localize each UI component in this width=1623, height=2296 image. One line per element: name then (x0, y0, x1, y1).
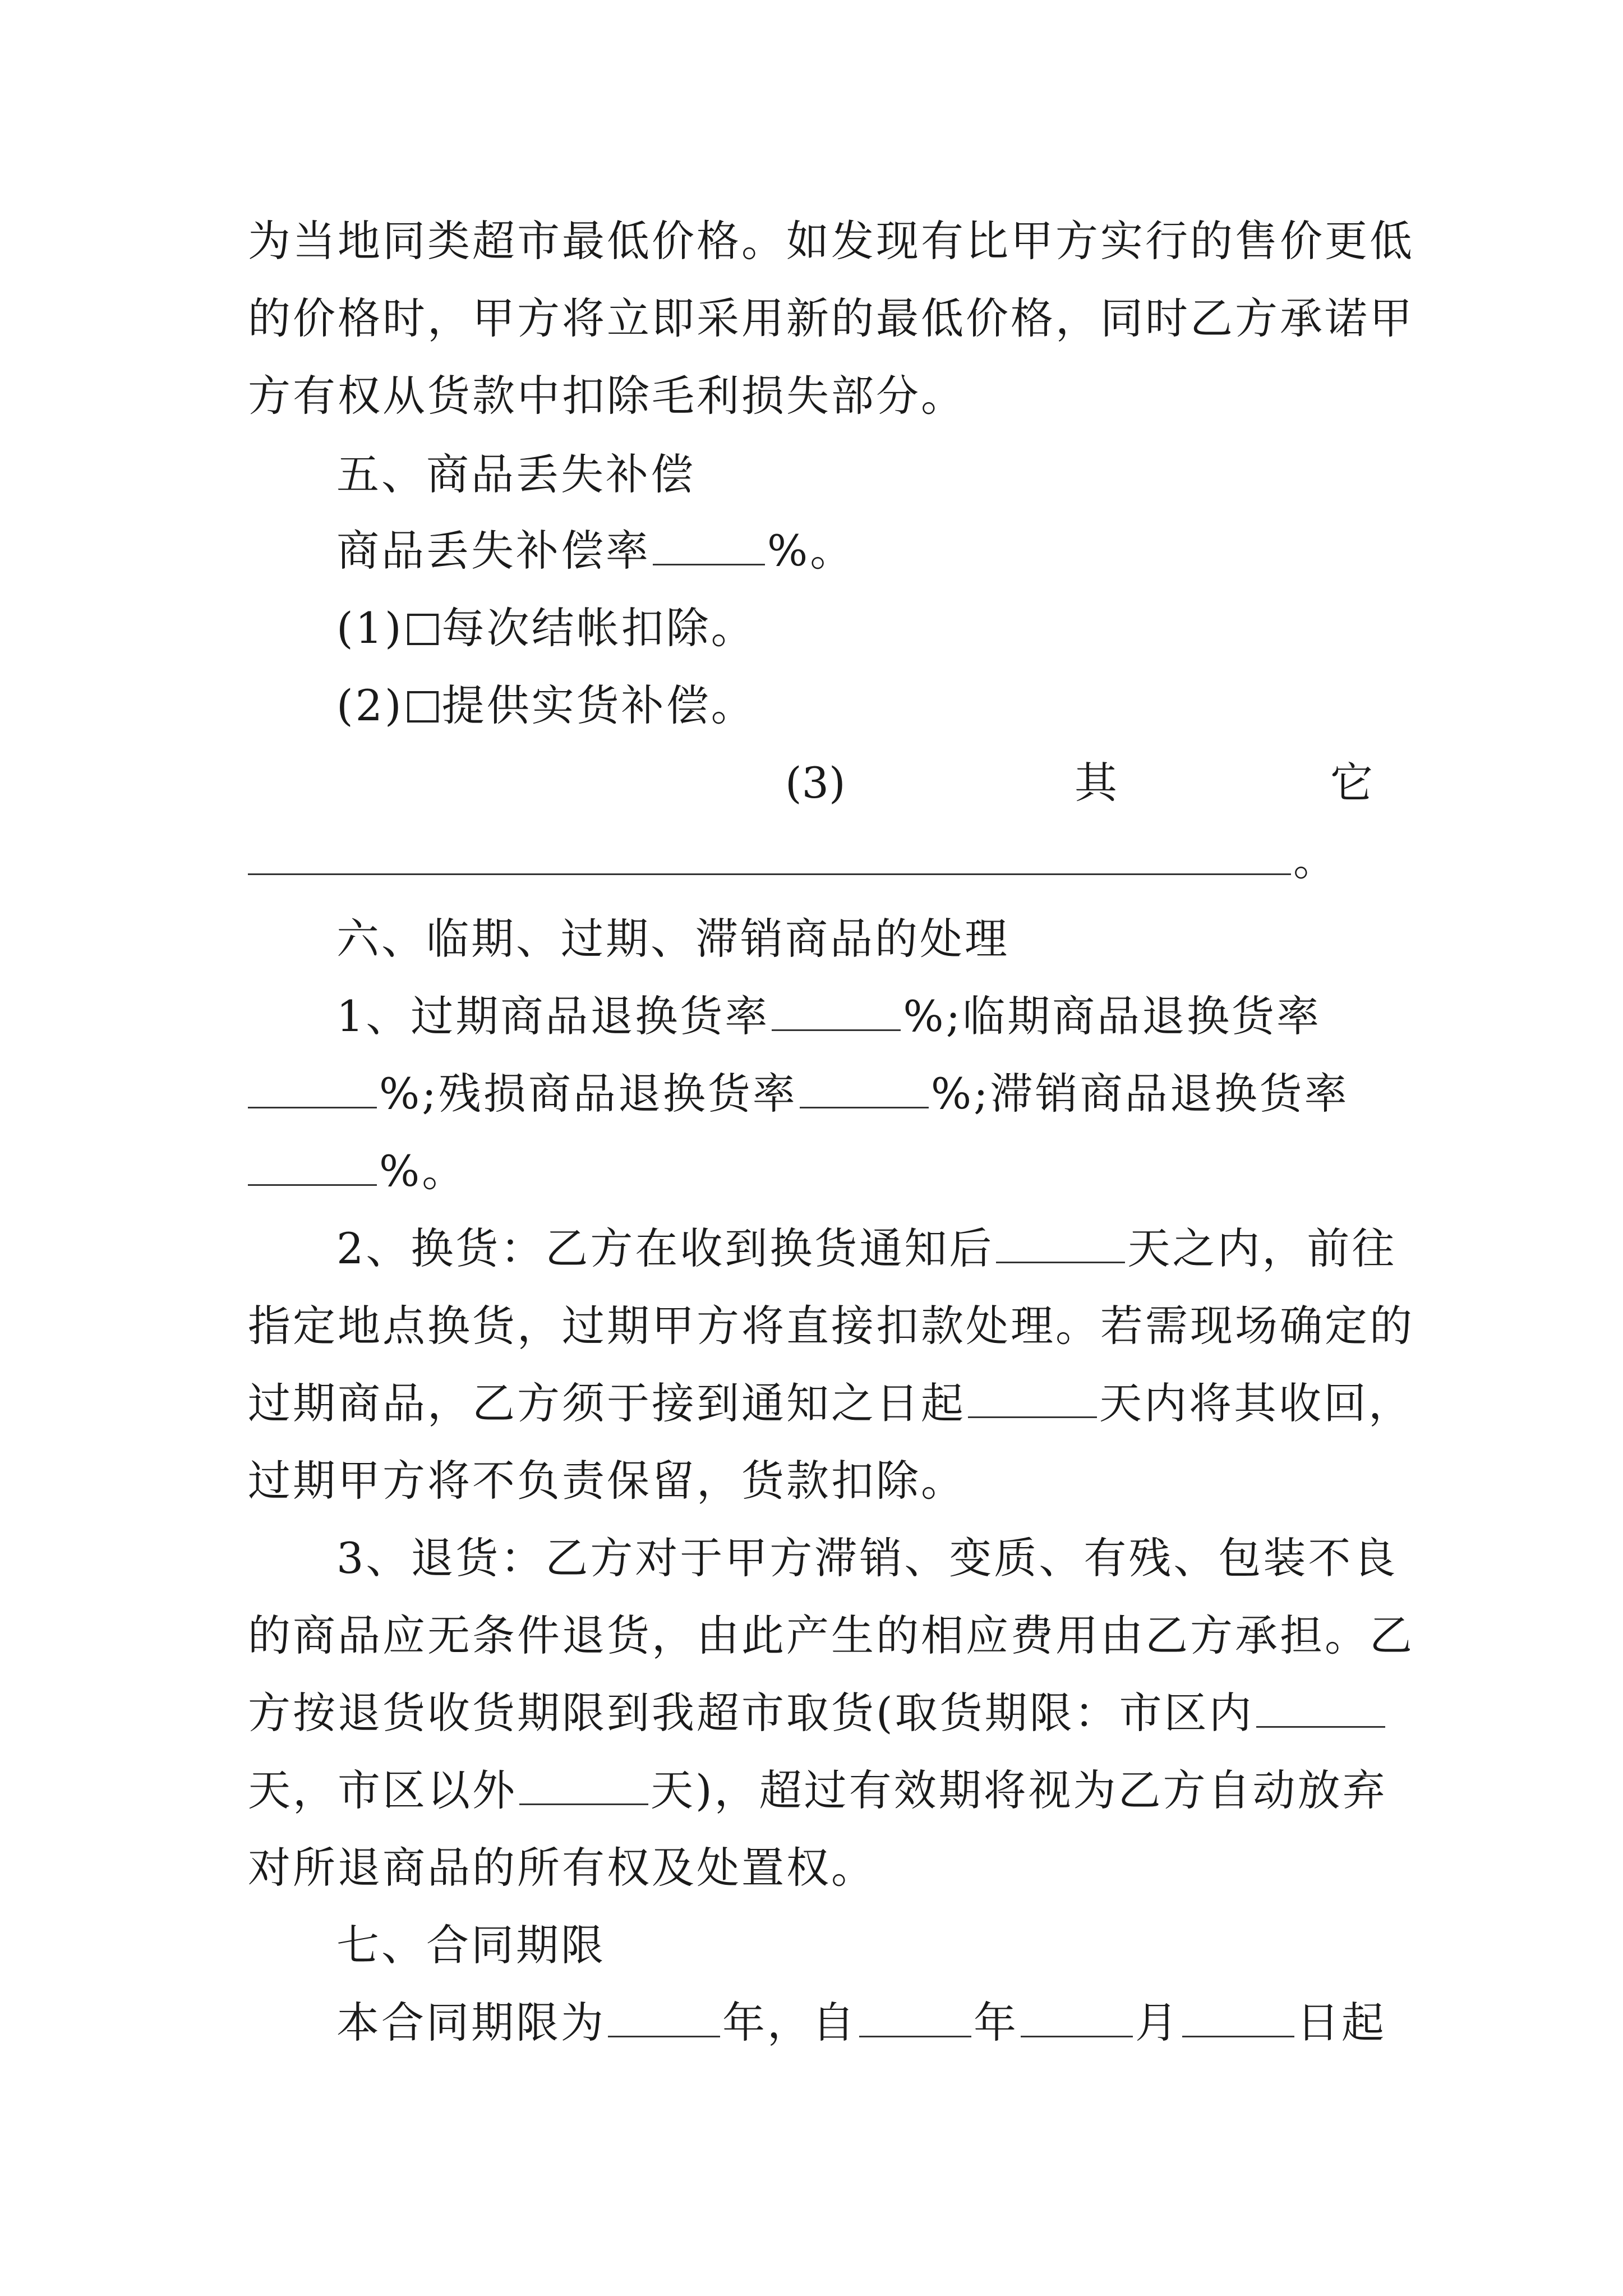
text-segment: 本合同期限为 (336, 1998, 606, 2047)
blank-field[interactable] (800, 1070, 929, 1108)
text-segment: %;残损商品退换货率 (379, 1069, 797, 1119)
paragraph-line (248, 1763, 1387, 1819)
paragraph-line (248, 1685, 1381, 1741)
rate-line (336, 523, 1381, 579)
option-text: 每次结帐扣除。 (441, 603, 756, 653)
section-heading: 七、合同期限 (336, 1920, 606, 1970)
text-segment: 天)，超过有效期将视为乙方自动放弃 (651, 1765, 1387, 1815)
blank-field[interactable] (996, 1225, 1125, 1263)
blank-field[interactable] (248, 1147, 377, 1186)
option-line (336, 600, 1381, 656)
blank-field[interactable] (968, 1379, 1097, 1418)
blank-line (248, 832, 1381, 889)
blank-field[interactable] (1021, 1999, 1133, 2037)
option-number: (2) (336, 680, 404, 730)
rate-suffix: %。 (767, 526, 855, 576)
blank-field[interactable] (519, 1766, 648, 1805)
blank-field[interactable] (653, 527, 765, 565)
section-heading: 六、临期、过期、滞销商品的处理 (336, 914, 1009, 964)
paragraph-line: 3、退货：乙方对于甲方滞销、变质、有残、包装不良 (336, 1533, 1398, 1583)
text-segment: 2、换货：乙方在收到换货通知后 (336, 1223, 994, 1273)
text-segment: 年，自 (722, 1998, 857, 2047)
paragraph-line: 方有权从货款中扣除毛利损失部分。 (248, 371, 966, 421)
paragraph-line: 指定地点换货，过期甲方将直接扣款处理。若需现场确定的 (248, 1301, 1414, 1351)
paragraph-line (248, 1066, 1381, 1122)
paragraph-line: 的价格时，甲方将立即采用新的最低价格，同时乙方承诺甲 (248, 293, 1414, 343)
checkbox[interactable] (407, 614, 439, 645)
blank-field[interactable] (248, 836, 1291, 875)
blank-field[interactable] (1182, 1999, 1294, 2037)
text-segment: %;临期商品退换货率 (903, 991, 1322, 1041)
blank-field[interactable] (248, 1070, 377, 1108)
option-text: 其 (1075, 758, 1117, 808)
option-text: 提供实货补偿。 (441, 680, 756, 730)
paragraph-line (336, 1995, 1386, 2051)
paragraph-line (248, 1375, 1413, 1432)
paragraph-line: 过期甲方将不负责保留，货款扣除。 (248, 1456, 966, 1506)
blank-field[interactable] (859, 1999, 971, 2037)
text-segment: %;滞销商品退换货率 (930, 1069, 1349, 1119)
option-number: (1) (336, 603, 404, 653)
text-segment: 天之内，前往 (1127, 1223, 1397, 1273)
option-line (336, 678, 1381, 734)
paragraph-line: 的商品应无条件退货，由此产生的相应费用由乙方承担。乙 (248, 1611, 1414, 1660)
option-text: 它 (1330, 758, 1373, 808)
rate-label: 商品丢失补偿率 (336, 526, 651, 576)
text-segment: 日起 (1297, 1998, 1386, 2047)
option-line (248, 755, 1381, 811)
option-number: (3) (785, 758, 846, 808)
blank-field[interactable] (608, 1999, 720, 2037)
checkbox[interactable] (407, 691, 439, 723)
text-segment: 月 (1135, 1998, 1180, 2047)
blank-field[interactable] (1256, 1689, 1385, 1728)
text-segment: 天内将其收回， (1099, 1378, 1413, 1428)
paragraph-line: 为当地同类超市最低价格。如发现有比甲方实行的售价更低 (248, 216, 1414, 266)
text-segment: 方按退货收货期限到我超市取货(取货期限：市区内 (248, 1688, 1254, 1738)
text-segment: 年 (974, 1998, 1018, 2047)
text-segment: %。 (379, 1146, 467, 1196)
blank-field[interactable] (772, 992, 901, 1031)
paragraph-line: 对所退商品的所有权及处置权。 (248, 1843, 876, 1893)
line-end: 。 (1293, 835, 1338, 885)
text-segment: 过期商品，乙方须于接到通知之日起 (248, 1378, 966, 1428)
paragraph-line (336, 1221, 1397, 1277)
text-segment: 1、过期商品退换货率 (336, 991, 770, 1041)
paragraph-line (336, 988, 1381, 1045)
text-segment: 天，市区以外 (248, 1765, 517, 1815)
section-heading: 五、商品丢失补偿 (336, 449, 695, 499)
paragraph-line (248, 1143, 1381, 1199)
